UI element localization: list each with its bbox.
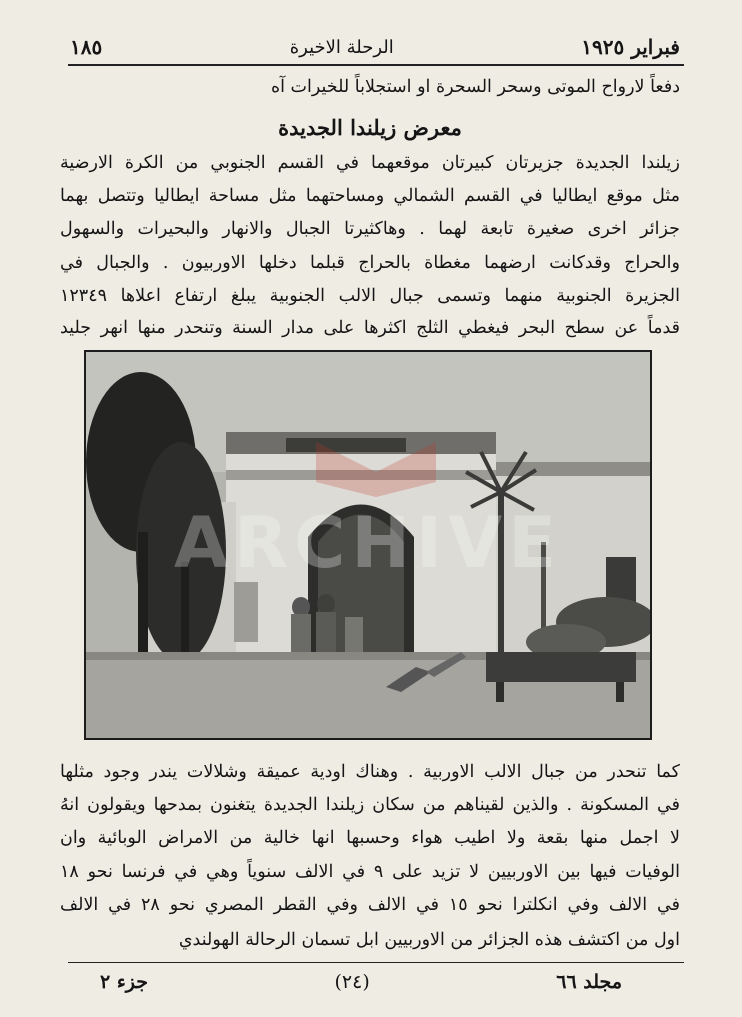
header-date: فبراير ١٩٢٥ — [581, 35, 680, 59]
exhibition-photo — [84, 350, 652, 740]
paragraph-1-line: والحراج وقدكانت ارضهما مغطاة بالحراج قبلما دخلها الاوربيون . والجبال في — [60, 253, 680, 273]
running-footer — [100, 967, 622, 997]
header-title: الرحلة الاخيرة — [289, 36, 394, 58]
footer-page-marker: (٢٤) — [334, 971, 370, 993]
article-title: معرض زيلندا الجديدة — [278, 115, 462, 140]
paragraph-2-line: الوفيات فيها بين الاوربيين لا تزيد على ٩ في الالف سنوياً وهي في فرنسا نحو ١٨ — [60, 862, 680, 882]
footer-rule — [68, 962, 684, 963]
paragraph-1-line: جزائر اخرى صغيرة تابعة لهما . وهاكثيرتا الجبال والانهار والبحيرات والسهول — [60, 219, 680, 239]
paragraph-1-line: زيلندا الجديدة جزيرتان كبيرتان موقعهما في القسم الجنوبي من الكرة الارضية — [60, 153, 680, 173]
paragraph-2-line: في الالف وفي انكلترا نحو ١٥ في الالف وفي القطر المصري نحو ٢٨ في الالف — [60, 895, 680, 915]
header-page-number: ١٨٥ — [70, 35, 103, 59]
paragraph-2-line: لا اجمل منها بقعة ولا اطيب هواء وحسبها انها خالية من الامراض الوبائية وان — [60, 828, 680, 848]
intro-line: دفعاً لارواح الموتى وسحر السحرة او استجلاباً للخيرات آه — [270, 77, 680, 97]
archive-watermark: ARCHIVE — [173, 502, 563, 584]
paragraph-1-line: قدماً عن سطح البحر فيغطي الثلج اكثرها على مدار السنة وتنحدر منها انهر جليد — [60, 318, 680, 338]
header-rule — [68, 64, 684, 66]
footer-part: جزء ٢ — [100, 971, 149, 993]
footer-volume: مجلد ٦٦ — [556, 971, 622, 993]
paragraph-2-line: في المسكونة . والذين لقيناهم من سكان زيلندا الجديدة يتغنون بمدحها ويقولون انهُ — [60, 795, 680, 815]
paragraph-1-line: مثل موقع ايطاليا في القسم الشمالي ومساحتهما مثل مساحة ايطاليا وتتصل بهما — [60, 186, 680, 206]
running-header — [70, 32, 680, 62]
paragraph-2-line: اول من اكتشف هذه الجزائر من الاوربيين ابل تسمان الرحالة الهولندي — [178, 930, 680, 950]
paragraph-1-line: الجزيرة الجنوبية منهما وتسمى جبال الالب الجنوبية يبلغ ارتفاع اعلاها ١٢٣٤٩ — [60, 286, 680, 306]
paragraph-2-line: كما تنحدر من جبال الالب الاوربية . وهناك اودية عميقة وشلالات يندر وجود مثلها — [60, 762, 680, 782]
